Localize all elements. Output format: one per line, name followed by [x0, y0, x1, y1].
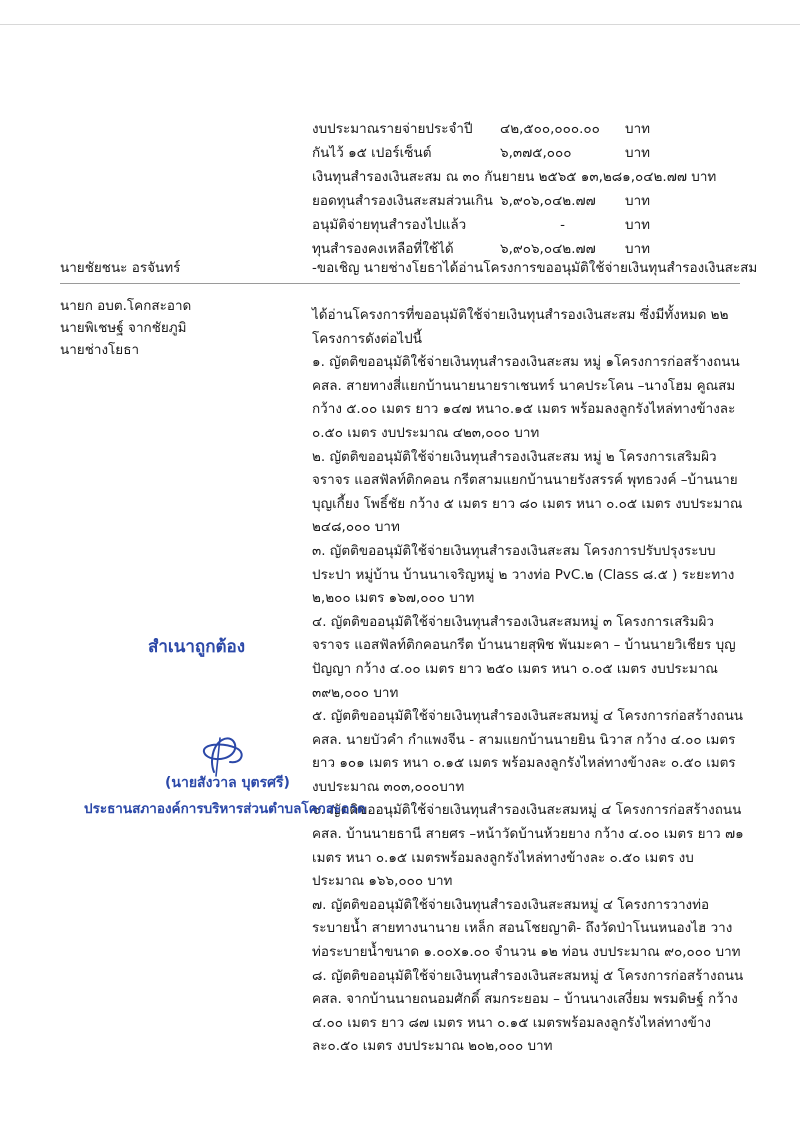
- budget-approved-label: อนุมัติจ่ายทุนสำรองไปแล้ว: [312, 217, 467, 233]
- budget-excess-value: ๖,๙๐๖,๐๔๒.๗๗: [500, 193, 596, 209]
- budget-remaining-unit: บาท: [625, 241, 651, 257]
- budget-annual-value: ๔๒,๕๐๐,๐๐๐.๐๐: [500, 121, 600, 137]
- budget-accumulated-row: [312, 165, 772, 189]
- speaker-name-1: นายชัยชนะ อรจันทร์: [60, 260, 181, 276]
- budget-remaining-label: ทุนสำรองคงเหลือที่ใช้ได้: [312, 241, 454, 257]
- project-item-5: ๕. ญัตติขออนุมัติใช้จ่ายเงินทุนสำรองเงินสะสมหมู่ ๔ โครงการก่อสร้างถนน คสล. นายบัวคำ กำแพงจีน - สามแยกบ้านนายยิน นิวาส กว้าง ๔.๐๐ เมตร ยาว ๑๐๑ เมตร หนา ๐.๑๕ เมตร พร้อมลงลูกรังไหล่ทางข้างละ ๐.๕๐ เมตร งบประมาณ ๓๐๓,๐๐๐บาท: [312, 708, 744, 795]
- speaker-name-2: นายพิเชษฐ์ จากชัยภูมิ: [60, 320, 187, 336]
- budget-reserve-row: [312, 141, 772, 165]
- project-list: [312, 304, 744, 1059]
- signer-title: ประธานสภาองค์การบริหารส่วนตำบลโคกสะอาด: [84, 801, 366, 817]
- invite-text: -ขอเชิญ นายช่างโยธาได้อ่านโครงการขออนุมัติใช้จ่ายเงินทุนสำรองเงินสะสม: [312, 260, 758, 276]
- budget-reserve-value: ๖,๓๗๕,๐๐๐: [500, 145, 572, 161]
- budget-annual-label: งบประมาณรายจ่ายประจำปี: [312, 121, 473, 137]
- budget-summary: [312, 117, 772, 261]
- project-item-8: ๘. ญัตติขออนุมัติใช้จ่ายเงินทุนสำรองเงินสะสมหมู่ ๕ โครงการก่อสร้างถนน คสล. จากบ้านนายถนอมศักดิ์ สมกระยอม – บ้านนางเสงี่ยม พรมดิษฐ์ กว้าง ๔.๐๐ เมตร ยาว ๘๗ เมตร หนา ๐.๑๕ เมตรพร้อมลงลูกรังไหล่ทางข้าง ละ๐.๕๐ เมตร งบประมาณ ๒๐๒,๐๐๐ บาท: [312, 967, 744, 1055]
- project-item-1: ๑. ญัตติขออนุมัติใช้จ่ายเงินทุนสำรองเงินสะสม หมู่ ๑โครงการก่อสร้างถนน คสล. สายทางสี่แยกบ้านนายนายราเชนทร์ นาคประโคน –นางโฮม คูณสม กว้าง ๕.๐๐ เมตร ยาว ๑๔๗ หนา๐.๑๕ เมตร พร้อมลงลูกรังไหล่ทางข้างละ ๐.๕๐ เมตร งบประมาณ ๔๒๓,๐๐๐ บาท: [312, 354, 740, 441]
- budget-approved-row: [312, 213, 772, 237]
- budget-excess-unit: บาท: [625, 193, 651, 209]
- budget-excess-label: ยอดทุนสำรองเงินสะสมส่วนเกิน: [312, 193, 493, 209]
- budget-remaining-value: ๖,๙๐๖,๐๔๒.๗๗: [500, 241, 596, 257]
- budget-approved-unit: บาท: [625, 217, 651, 233]
- project-item-7: ๗. ญัตติขออนุมัติใช้จ่ายเงินทุนสำรองเงินสะสมหมู่ ๔ โครงการวางท่อระบายน้ำ สายทางนานาย เหล็ก สอนโชยญาติ- ถึงวัดป่าโนนหนองไฮ วางท่อระบายน้ำขนาด ๑.๐๐x๑.๐๐ จำนวน ๑๒ ท่อน งบประมาณ ๙๐,๐๐๐ บาท: [312, 896, 741, 961]
- budget-reserve-label: กันไว้ ๑๕ เปอร์เซ็นต์: [312, 145, 432, 161]
- budget-accumulated-text: เงินทุนสำรองเงินสะสม ณ ๓๐ กันยายน ๒๕๖๕ ๑๓,๒๘๑,๐๔๒.๗๗ บาท: [312, 169, 717, 185]
- speaker-column: [60, 257, 300, 361]
- project-intro: ได้อ่านโครงการที่ขออนุมัติใช้จ่ายเงินทุนสำรองเงินสะสม ซึ่งมีทั้งหมด ๒๒ โครงการดังต่อไปนี้: [312, 307, 729, 347]
- budget-reserve-unit: บาท: [625, 145, 651, 161]
- project-item-4: ๔. ญัตติขออนุมัติใช้จ่ายเงินทุนสำรองเงินสะสมหมู่ ๓ โครงการเสริมผิวจราจร แอสฟัลท์ติกคอนกรีต บ้านนายสุพิช พันมะคา – บ้านนายวิเชียร บุญปัญญา กว้าง ๔.๐๐ เมตร ยาว ๒๕๐ เมตร หนา ๐.๐๕ เมตร งบประมาณ ๓๙๒,๐๐๐ บาท: [312, 613, 736, 701]
- project-item-3: ๓. ญัตติขออนุมัติใช้จ่ายเงินทุนสำรองเงินสะสม โครงการปรับปรุงระบบประปา หมู่บ้าน บ้านนาเจริญหมู่ ๒ วางท่อ PvC.๒ (Class ๘.๕ ) ระยะทาง ๒,๒๐๐ เมตร ๑๖๗,๐๐๐ บาท: [312, 542, 735, 607]
- signer-name: (นายสังวาล บุตรศรี): [165, 775, 290, 791]
- project-item-2: ๒. ญัตติขออนุมัติใช้จ่ายเงินทุนสำรองเงินสะสม หมู่ ๒ โครงการเสริมผิวจราจร แอสฟัลท์ติกคอน กรีตสามแยกบ้านนายรังสรรค์ พุทธวงค์ –บ้านนายบุญเกี้ยง โพธิ์ชัย กว้าง ๕ เมตร ยาว ๘๐ เมตร หนา ๐.๐๕ เมตร งบประมาณ ๒๔๘,๐๐๐ บาท: [312, 448, 743, 536]
- budget-annual-unit: บาท: [625, 121, 651, 137]
- budget-excess-row: [312, 189, 772, 213]
- project-item-6: ๖. ญัตติขออนุมัติใช้จ่ายเงินทุนสำรองเงินสะสมหมู่ ๔ โครงการก่อสร้างถนน คสล. บ้านนายธานี สายศร –หน้าวัดบ้านห้วยยาง กว้าง ๔.๐๐ เมตร ยาว ๗๑ เมตร หนา ๐.๑๕ เมตรพร้อมลงลูกรังไหล่ทางข้างละ ๐.๕๐ เมตร งบประมาณ ๑๖๖,๐๐๐ บาท: [312, 802, 744, 890]
- budget-annual-row: [312, 117, 772, 141]
- certified-copy-stamp: สำเนาถูกต้อง: [148, 637, 246, 657]
- speaker-title-1: นายก อบต.โคกสะอาด: [60, 298, 192, 314]
- page-top-edge: [0, 24, 800, 25]
- budget-approved-value: -: [560, 217, 565, 233]
- speaker-title-2: นายช่างโยธา: [60, 342, 140, 358]
